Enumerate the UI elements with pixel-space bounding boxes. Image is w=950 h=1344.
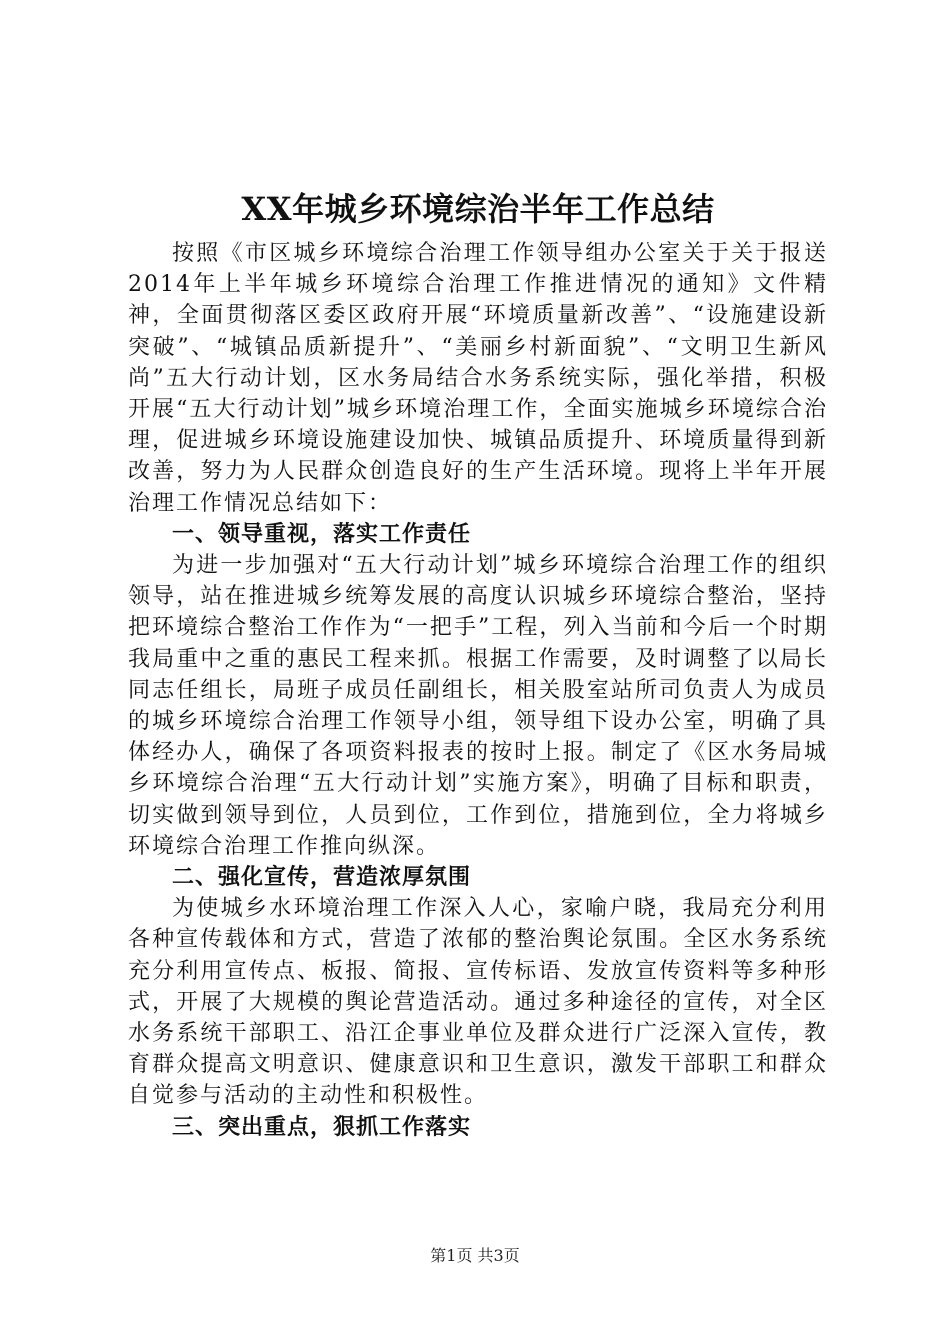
section-3-heading: 三、突出重点，狠抓工作落实 <box>172 1114 472 1140</box>
document-body <box>128 180 828 1143</box>
section-1-heading: 一、领导重视，落实工作责任 <box>172 521 472 547</box>
intro-paragraph: 按照《市区城乡环境综合治理工作领导组办公室关于关于报送2014年上半年城乡环境综合治理工作推进情况的通知》文件精神，全面贯彻落区委区政府开展“环境质量新改善”、“设施建设新突破”、“城镇品质新提升”、“美丽乡村新面貌”、“文明卫生新风尚”五大行动计划，区水务局结合水务系统实际，强化举措，积极开展“五大行动计划”城乡环境治理工作，全面实施城乡环境综合治理，促进城乡环境设施建设加快、城镇品质提升、环境质量得到新改善，努力为人民群众创造良好的生产生活环境。现将上半年开展治理工作情况总结如下： <box>128 241 828 516</box>
section-2-body: 为使城乡水环境治理工作深入人心，家喻户晓，我局充分利用各种宣传载体和方式，营造了浓郁的整治舆论氛围。全区水务系统充分利用宣传点、板报、简报、宣传标语、发放宣传资料等多种形式，开展了大规模的舆论营造活动。通过多种途径的宣传，对全区水务系统干部职工、沿江企事业单位及群众进行广泛深入宣传，教育群众提高文明意识、健康意识和卫生意识，激发干部职工和群众自觉参与活动的主动性和积极性。 <box>128 896 828 1109</box>
section-1-body: 为进一步加强对“五大行动计划”城乡环境综合治理工作的组织领导，站在推进城乡统筹发展的高度认识城乡环境综合整治，坚持把环境综合整治工作作为“一把手”工程，列入当前和今后一个时期我局重中之重的惠民工程来抓。根据工作需要，及时调整了以局长同志任组长，局班子成员任副组长，相关股室站所司负责人为成员的城乡环境综合治理工作领导小组，领导组下设办公室，明确了具体经办人，确保了各项资料报表的按时上报。制定了《区水务局城乡环境综合治理“五大行动计划”实施方案》，明确了目标和职责，切实做到领导到位，人员到位，工作到位，措施到位，全力将城乡环境综合治理工作推向纵深。 <box>128 553 828 859</box>
page-footer: 第1页 共3页 <box>430 1246 520 1265</box>
document-title: XX年城乡环境综治半年工作总结 <box>241 190 715 228</box>
section-2-heading: 二、强化宣传，营造浓厚氛围 <box>172 865 472 891</box>
